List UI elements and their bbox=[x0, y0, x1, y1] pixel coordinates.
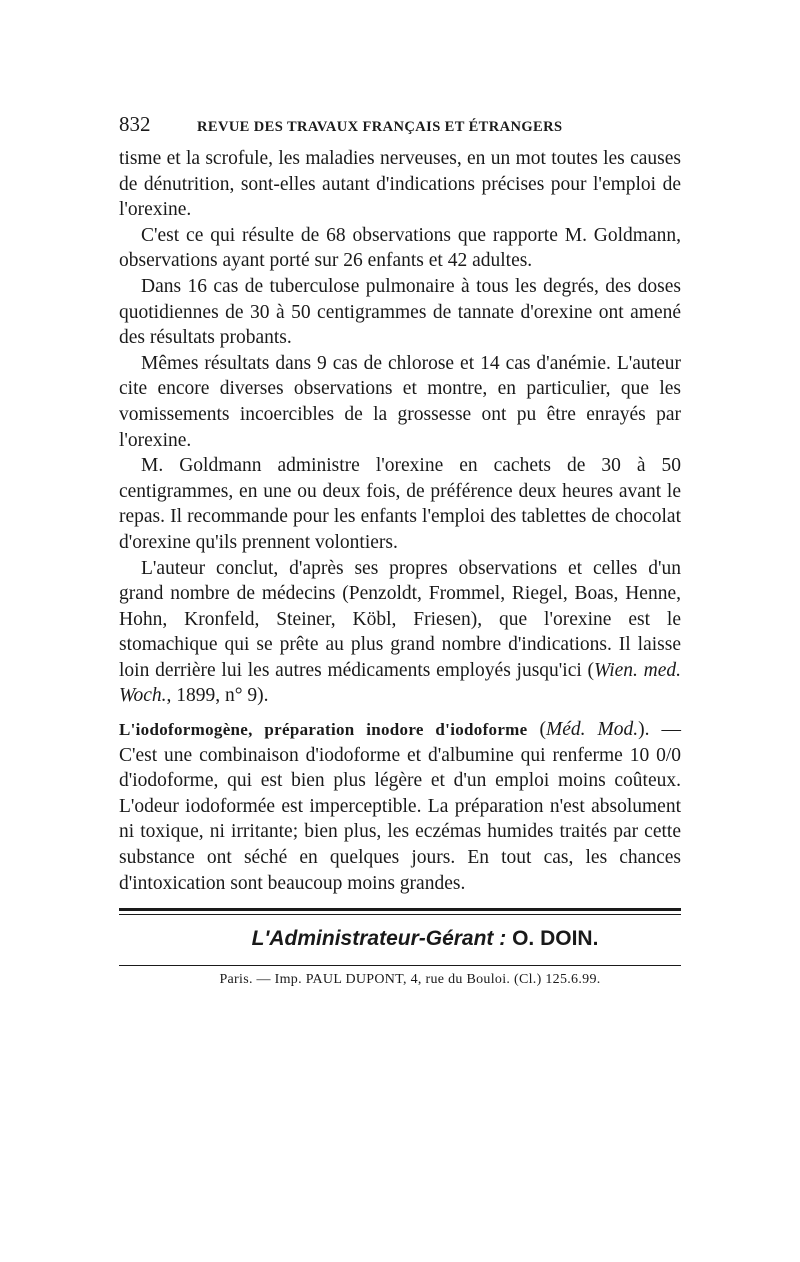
paragraph-2: C'est ce qui résulte de 68 observations que rapporte M. Goldmann, observations ayant porté sur 26 enfants et 42 adultes. bbox=[119, 224, 681, 272]
article-iodoformogene bbox=[119, 717, 681, 896]
footer-rules bbox=[119, 908, 681, 915]
running-head bbox=[119, 112, 681, 146]
printer-imprint: Paris. — Imp. PAUL DUPONT, 4, rue du Bouloi. (Cl.) 125.6.99. bbox=[219, 972, 601, 988]
paragraph-6-end: , 1899, n° 9). bbox=[166, 685, 269, 707]
paragraph-5: M. Goldmann administre l'orexine en cachets de 30 à 50 centigrammes, en une ou deux fois, de préférence deux heures avant le repas. Il recommande pour les enfants l'emploi des tablettes de chocolat d'orexine qu'ils prennent volontiers. bbox=[119, 455, 681, 553]
signature-role: L'Administrateur-Gérant : bbox=[251, 927, 507, 951]
signature-name: O. DOIN. bbox=[512, 927, 599, 951]
article-title: L'iodoformogène, préparation inodore d'iodoforme bbox=[119, 720, 528, 740]
paragraph-1: tisme et la scrofule, les maladies nerveuses, en un mot toutes les causes de dénutrition, sont-elles autant d'indications précises pour l'emploi de l'orexine. bbox=[119, 148, 681, 221]
divider-thick bbox=[119, 908, 681, 911]
divider-thin bbox=[119, 914, 681, 915]
article-source-open: ( bbox=[527, 719, 546, 741]
page-number: 832 bbox=[119, 112, 151, 136]
article-source: Méd. Mod. bbox=[545, 719, 639, 741]
signature bbox=[119, 927, 681, 951]
article-text: — C'est une combinaison d'iodoforme et d'albumine qui renferme 10 0/0 d'iodoforme, qui est bien plus légère et d'un emploi moins coûteux. L'odeur iodoformée est imperceptible. La préparation n'est absolument ni toxique, ni irritante; bien plus, les eczémas humides traités par cette substance ont séché en quelques jours. En tout cas, les chances d'intoxication sont beaucoup moins grandes. bbox=[119, 719, 681, 894]
divider-bottom bbox=[119, 965, 681, 966]
paragraph-6 bbox=[119, 556, 681, 710]
citation: Wien. med. Woch. bbox=[119, 659, 681, 707]
article-source-close: ). bbox=[638, 719, 650, 741]
running-title: REVUE DES TRAVAUX FRANÇAIS ET ÉTRANGERS bbox=[197, 119, 563, 135]
document-page bbox=[119, 112, 681, 988]
paragraph-4: Mêmes résultats dans 9 cas de chlorose et 14 cas d'anémie. L'auteur cite encore diverses observations et montre, en particulier, que les vomissements incoercibles de la grossesse ont pu être enrayés par l'orexine. bbox=[119, 352, 681, 451]
paragraph-6-text: L'auteur conclut, d'après ses propres observations et celles d'un grand nombre de médecins (Penzoldt, Frommel, Riegel, Boas, Henne, Hohn, Kronfeld, Steiner, Köbl, Friesen), que l'orexine est le stomachique qui se prête au plus grand nombre d'indications. Il laisse loin derrière lui les autres médicaments employés jusqu'ici ( bbox=[119, 557, 681, 681]
paragraph-3: Dans 16 cas de tuberculose pulmonaire à tous les degrés, des doses quotidiennes de 30 à 50 centigrammes de tannate d'orexine ont amené des résultats probants. bbox=[119, 275, 681, 349]
